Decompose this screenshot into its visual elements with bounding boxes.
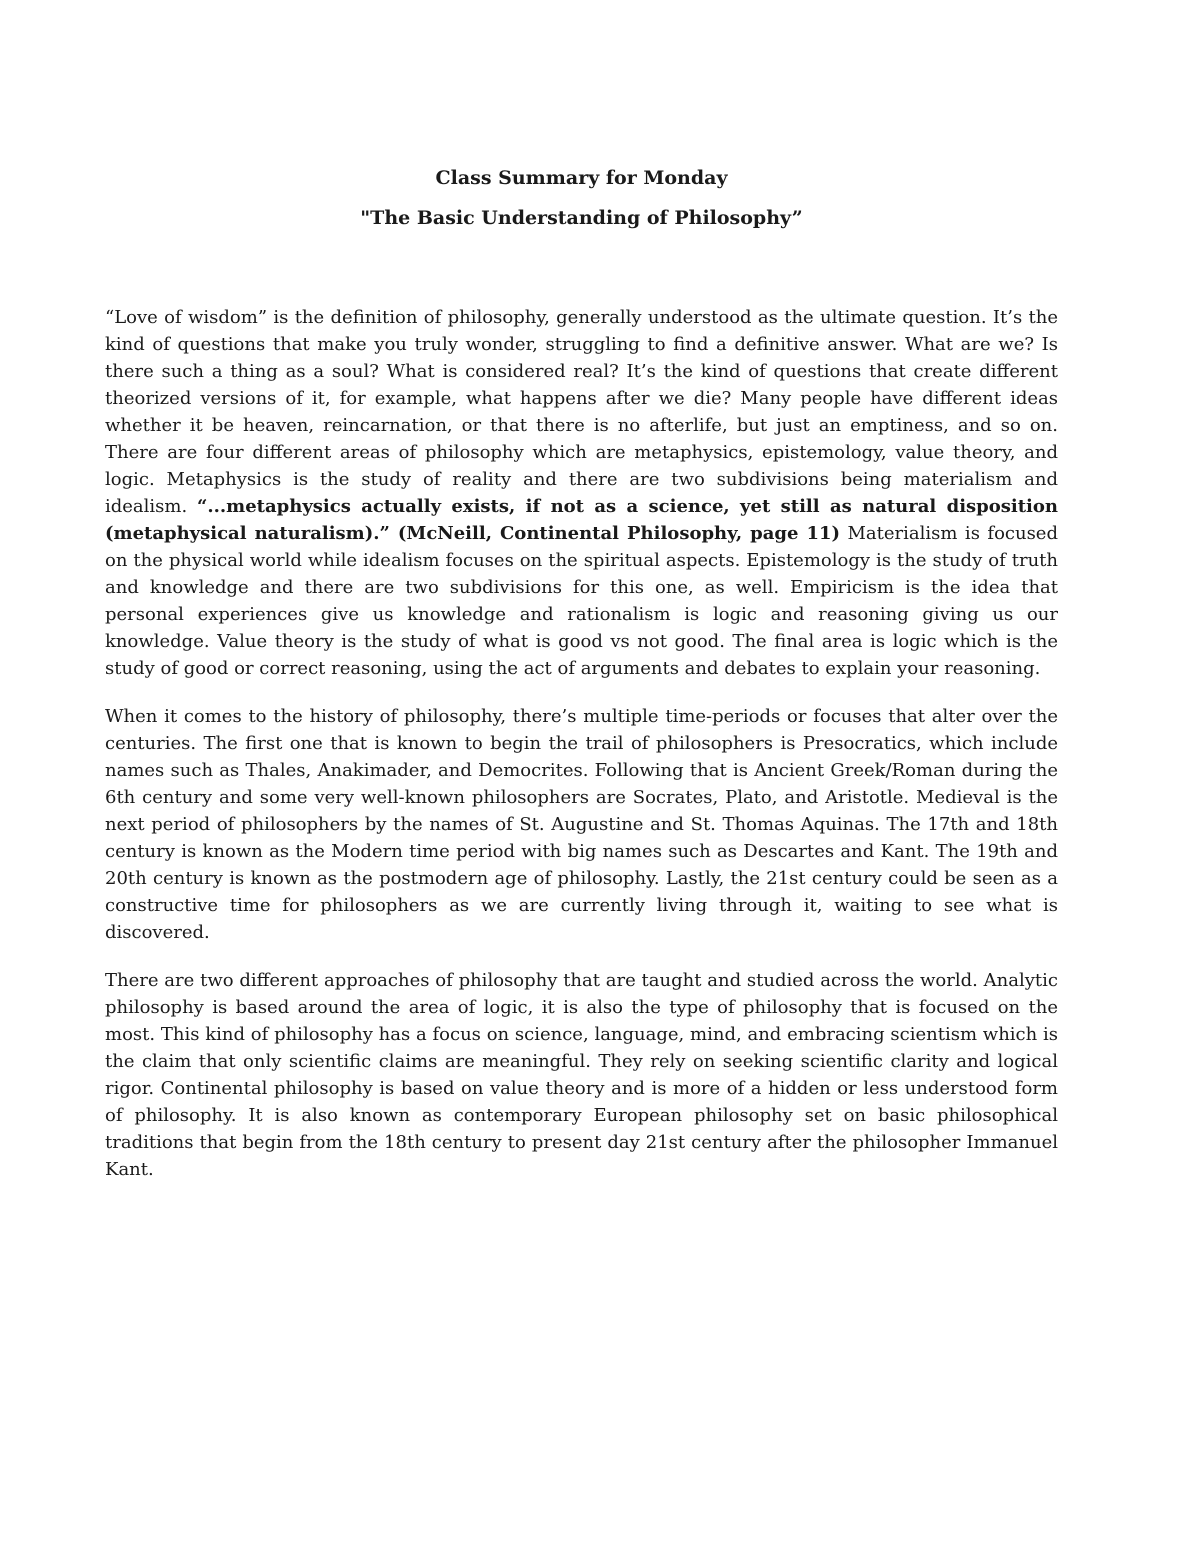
mcneill-quote: “...metaphysics actually exists, if not as a science, yet still as natural disposition (metaphysical naturalism).” (McNeill, Continental Philosophy, page 11) [105,496,1058,544]
document-subtitle: "The Basic Understanding of Philosophy” [360,207,803,229]
paragraph-approaches: There are two different approaches of philosophy that are taught and studied across the world. Analytic philosophy is based around the area of logic, it is also the type of philosophy that is focused on the most. This kind of philosophy has a focus on science, language, mind, and embracing scientism which is the claim that only scientific claims are meaningful. They rely on seeking scientific clarity and logical rigor. Continental philosophy is based on value theory and is more of a hidden or less understood form of philosophy. It is also known as contemporary European philosophy set on basic philosophical traditions that begin from the 18th century to present day 21st century after the philosopher Immanuel Kant. [105,970,1058,1180]
document-title: Class Summary for Monday [435,167,728,189]
paragraph-definition-rest: Materialism is focused on the physical world while idealism focuses on the spiritual aspects. Epistemology is the study of truth and knowledge and there are two subdivisions for this one, as well. Empiricism is the idea that personal experiences give us knowledge and rationalism is logic and reasoning giving us our knowledge. Value theory is the study of what is good vs not good. The final area is logic which is the study of good or correct reasoning, using the act of arguments and debates to explain your reasoning. [105,523,1058,679]
paragraph-definition-intro: “Love of wisdom” is the definition of philosophy, generally understood as the ultimate question. It’s the kind of questions that make you truly wonder, struggling to find a definitive answer. What are we? Is there such a thing as a soul? What is considered real? It’s the kind of questions that create different theorized versions of it, for example, what happens after we die? Many people have different ideas whether it be heaven, reincarnation, or that there is no afterlife, but just an emptiness, and so on. There are four different areas of philosophy which are metaphysics, epistemology, value theory, and logic. Metaphysics is the study of reality and there are two subdivisions being materialism and idealism. [105,307,1058,517]
document-page [105,160,1058,1183]
paragraph-history: When it comes to the history of philosophy, there’s multiple time-periods or focuses that alter over the centuries. The first one that is known to begin the trail of philosophers is Presocratics, which include names such as Thales, Anakimader, and Democrites. Following that is Ancient Greek/Roman during the 6th century and some very well-known philosophers are Socrates, Plato, and Aristotle. Medieval is the next period of philosophers by the names of St. Augustine and St. Thomas Aquinas. The 17th and 18th century is known as the Modern time period with big names such as Descartes and Kant. The 19th and 20th century is known as the postmodern age of philosophy. Lastly, the 21st century could be seen as a constructive time for philosophers as we are currently living through it, waiting to see what is discovered. [105,706,1058,943]
paragraph-definition [105,304,1058,682]
